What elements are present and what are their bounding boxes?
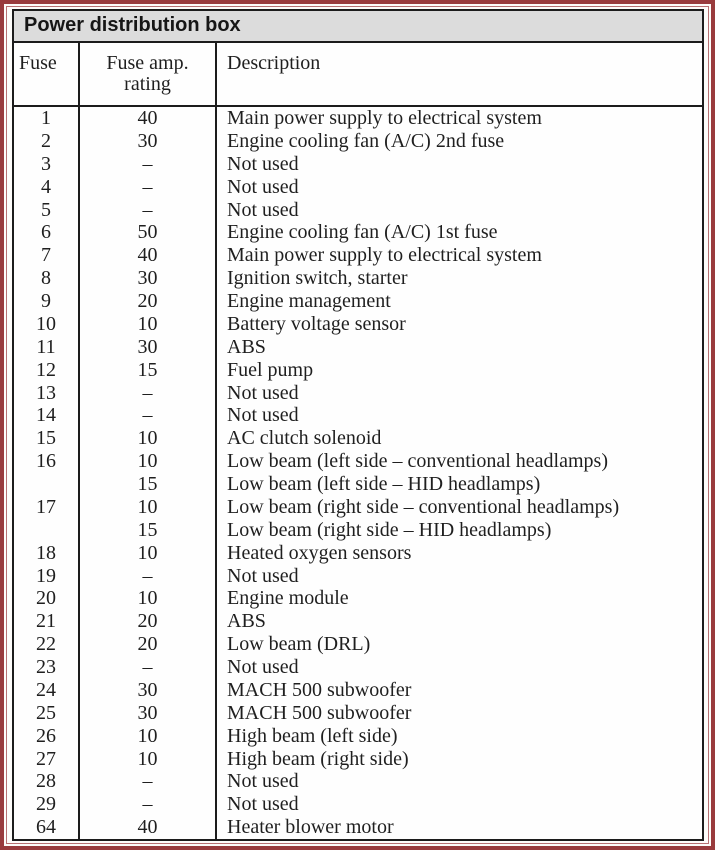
fuse-amp-cell: 30 — [80, 267, 217, 290]
fuse-amp-cell: 10 — [80, 725, 217, 748]
fuse-amp-cell: – — [80, 656, 217, 679]
fuse-description-cell: High beam (right side) — [227, 747, 409, 770]
fuse-description-cell: Main power supply to electrical system — [227, 107, 542, 129]
table-row — [14, 633, 702, 656]
fuse-description-cell: Engine cooling fan (A/C) 1st fuse — [227, 221, 498, 244]
fuse-amp-cell: 10 — [80, 450, 217, 473]
fuse-number-cell: 29 — [14, 793, 80, 816]
table-row — [14, 153, 702, 176]
column-header-amp-rating: Fuse amp. rating — [80, 43, 217, 107]
fuse-number-cell: 14 — [14, 404, 80, 427]
fuse-description-cell: ABS — [227, 610, 266, 633]
table-row — [14, 816, 702, 839]
fuse-description-cell: Engine module — [227, 587, 349, 610]
table-row — [14, 519, 702, 542]
fuse-chart — [12, 9, 704, 841]
fuse-amp-cell: – — [80, 153, 217, 176]
fuse-number-cell: 21 — [14, 610, 80, 633]
table-row — [14, 359, 702, 382]
fuse-amp-cell: 40 — [80, 107, 217, 130]
table-row — [14, 770, 702, 793]
fuse-amp-cell: 30 — [80, 130, 217, 153]
fuse-amp-cell: 50 — [80, 221, 217, 244]
fuse-description-cell: Not used — [227, 793, 299, 816]
fuse-amp-cell: 40 — [80, 816, 217, 839]
fuse-description-cell: MACH 500 subwoofer — [227, 678, 412, 701]
fuse-number-cell: 13 — [14, 382, 80, 405]
fuse-amp-cell: 15 — [80, 519, 217, 542]
fuse-table-body — [14, 107, 702, 839]
section-title: Power distribution box — [14, 11, 702, 43]
fuse-number-cell: 17 — [14, 496, 80, 519]
fuse-amp-cell: – — [80, 770, 217, 793]
fuse-number-cell: 8 — [14, 267, 80, 290]
table-row — [14, 176, 702, 199]
table-row — [14, 221, 702, 244]
fuse-number-cell: 23 — [14, 656, 80, 679]
fuse-description-cell: Low beam (right side – conventional headlamps) — [227, 495, 620, 518]
fuse-amp-cell: 10 — [80, 542, 217, 565]
fuse-description-cell: Main power supply to electrical system — [227, 244, 542, 267]
fuse-description-cell: ABS — [227, 335, 266, 358]
fuse-number-cell: 12 — [14, 359, 80, 382]
fuse-description-cell: Not used — [227, 564, 299, 587]
table-row — [14, 199, 702, 222]
fuse-number-cell — [14, 473, 80, 496]
table-row — [14, 244, 702, 267]
table-row — [14, 702, 702, 725]
fuse-description-cell: Not used — [227, 656, 299, 678]
fuse-number-cell: 11 — [14, 336, 80, 359]
fuse-amp-cell: 40 — [80, 244, 217, 267]
column-header-fuse: Fuse — [14, 43, 80, 107]
column-header-description: Description — [217, 43, 702, 107]
fuse-description-cell: Not used — [227, 152, 299, 175]
table-row — [14, 267, 702, 290]
fuse-amp-cell: 15 — [80, 359, 217, 382]
table-row — [14, 313, 702, 336]
table-row — [14, 587, 702, 610]
fuse-description-cell: Low beam (right side – HID headlamps) — [227, 518, 552, 541]
table-row — [14, 450, 702, 473]
fuse-amp-cell: – — [80, 565, 217, 588]
table-row — [14, 610, 702, 633]
fuse-description-cell: Ignition switch, starter — [227, 267, 408, 290]
fuse-description-cell: Not used — [227, 198, 299, 221]
fuse-description-cell: Engine management — [227, 290, 391, 312]
fuse-description-cell: Engine cooling fan (A/C) 2nd fuse — [227, 129, 505, 152]
fuse-number-cell: 28 — [14, 770, 80, 793]
table-row — [14, 473, 702, 496]
fuse-number-cell: 6 — [14, 221, 80, 244]
fuse-amp-cell: 20 — [80, 610, 217, 633]
fuse-number-cell: 25 — [14, 702, 80, 725]
table-row — [14, 382, 702, 405]
fuse-number-cell: 27 — [14, 748, 80, 771]
fuse-description-cell: Not used — [227, 404, 299, 427]
fuse-amp-cell: 10 — [80, 427, 217, 450]
fuse-amp-cell: 15 — [80, 473, 217, 496]
fuse-amp-cell: 10 — [80, 587, 217, 610]
fuse-amp-cell: – — [80, 176, 217, 199]
fuse-description-cell: Not used — [227, 381, 299, 404]
fuse-amp-cell: – — [80, 404, 217, 427]
fuse-amp-cell: 10 — [80, 496, 217, 519]
fuse-number-cell: 16 — [14, 450, 80, 473]
fuse-number-cell: 22 — [14, 633, 80, 656]
fuse-number-cell: 7 — [14, 244, 80, 267]
table-row — [14, 290, 702, 313]
fuse-number-cell: 19 — [14, 565, 80, 588]
table-row — [14, 679, 702, 702]
fuse-description-cell: High beam (left side) — [227, 724, 398, 747]
fuse-number-cell: 9 — [14, 290, 80, 313]
fuse-number-cell: 64 — [14, 816, 80, 839]
fuse-number-cell: 4 — [14, 176, 80, 199]
fuse-number-cell: 20 — [14, 587, 80, 610]
table-row — [14, 427, 702, 450]
fuse-number-cell: 26 — [14, 725, 80, 748]
fuse-description-cell: MACH 500 subwoofer — [227, 701, 412, 724]
fuse-number-cell: 18 — [14, 542, 80, 565]
fuse-description-cell: Heated oxygen sensors — [227, 541, 412, 564]
fuse-number-cell: 24 — [14, 679, 80, 702]
fuse-number-cell: 15 — [14, 427, 80, 450]
fuse-number-cell — [14, 519, 80, 542]
fuse-table-header — [14, 43, 702, 107]
fuse-description-cell: Fuel pump — [227, 358, 314, 381]
table-row — [14, 336, 702, 359]
table-row — [14, 793, 702, 816]
fuse-number-cell: 2 — [14, 130, 80, 153]
fuse-description-cell: Low beam (left side – HID headlamps) — [227, 473, 541, 495]
table-row — [14, 748, 702, 771]
table-row — [14, 656, 702, 679]
fuse-description-cell: Battery voltage sensor — [227, 312, 406, 335]
fuse-amp-cell: – — [80, 793, 217, 816]
fuse-amp-cell: 10 — [80, 313, 217, 336]
fuse-amp-cell: 10 — [80, 748, 217, 771]
fuse-description-cell: Heater blower motor — [227, 816, 394, 839]
table-row — [14, 404, 702, 427]
fuse-number-cell: 1 — [14, 107, 80, 130]
fuse-description-cell: Low beam (left side – conventional headlamps) — [227, 450, 608, 473]
fuse-amp-cell: 20 — [80, 633, 217, 656]
fuse-description-cell: AC clutch solenoid — [227, 427, 382, 450]
fuse-amp-cell: – — [80, 199, 217, 222]
table-row — [14, 725, 702, 748]
fuse-description-cell: Not used — [227, 175, 299, 198]
fuse-amp-cell: 30 — [80, 702, 217, 725]
table-row — [14, 565, 702, 588]
fuse-description-cell: Not used — [227, 770, 299, 793]
table-row — [14, 496, 702, 519]
fuse-amp-cell: 20 — [80, 290, 217, 313]
fuse-amp-cell: 30 — [80, 679, 217, 702]
fuse-number-cell: 10 — [14, 313, 80, 336]
fuse-number-cell: 5 — [14, 199, 80, 222]
fuse-number-cell: 3 — [14, 153, 80, 176]
table-row — [14, 130, 702, 153]
table-row — [14, 542, 702, 565]
fuse-description-cell: Low beam (DRL) — [227, 633, 371, 656]
fuse-amp-cell: 30 — [80, 336, 217, 359]
fuse-table — [14, 43, 702, 839]
table-row — [14, 107, 702, 130]
fuse-chart-box — [12, 9, 704, 841]
fuse-amp-cell: – — [80, 382, 217, 405]
